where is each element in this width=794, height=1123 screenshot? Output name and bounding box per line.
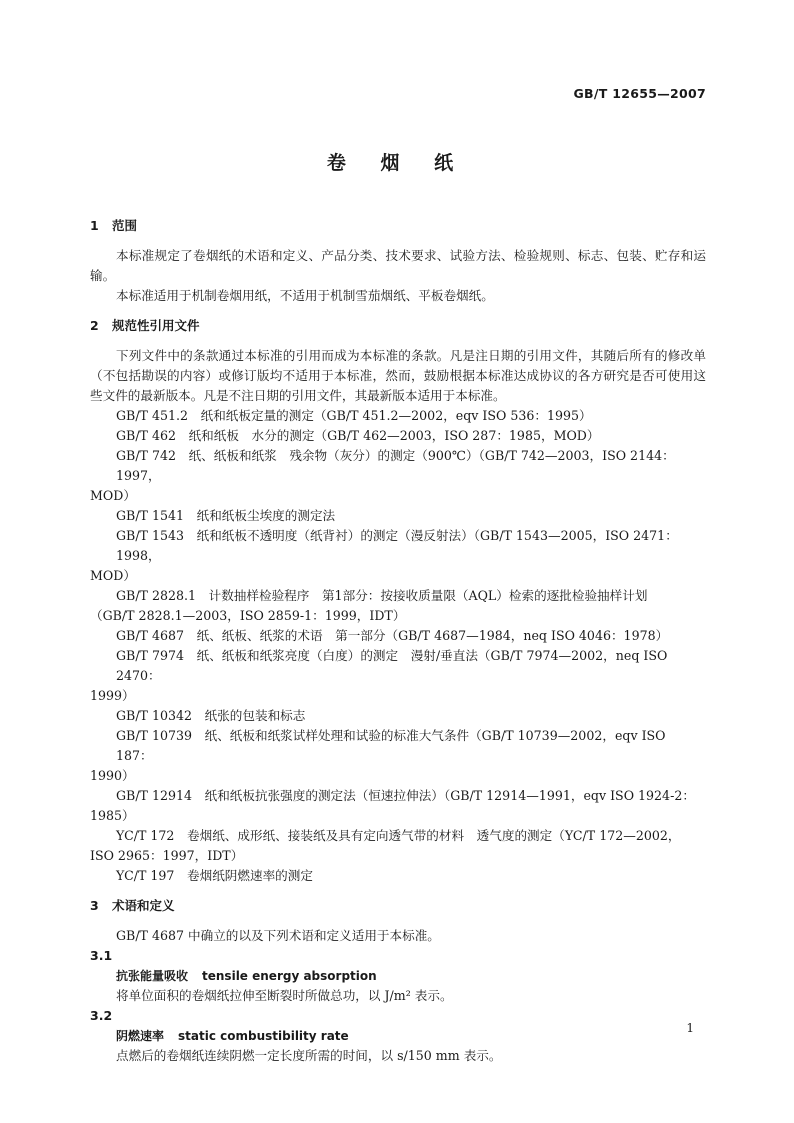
section-number: 1 xyxy=(90,218,99,233)
reference-item: GB/T 7974 纸、纸板和纸浆亮度（白度）的测定 漫射/垂直法（GB/T 7974—2002，neq ISO 2470： 1999） xyxy=(90,648,668,703)
reference-item: GB/T 1543 纸和纸板不透明度（纸背衬）的测定（漫反射法）（GB/T 1543—2005，ISO 2471：1998， MOD） xyxy=(90,528,678,583)
term-definition: 将单位面积的卷烟纸拉伸至断裂时所做总功，以 J/m² 表示。 xyxy=(116,988,453,1003)
term-heading xyxy=(90,966,706,986)
reference-item: GB/T 4687 纸、纸板、纸浆的术语 第一部分（GB/T 4687—1984，neq ISO 4046：1978） xyxy=(116,628,669,643)
reference-item: GB/T 12914 纸和纸板抗张强度的测定法（恒速拉伸法）（GB/T 12914—1991，eqv ISO 1924-2： 1985） xyxy=(90,788,695,823)
term-number: 3.2 xyxy=(90,1008,113,1023)
standard-code: GB/T 12655—2007 xyxy=(573,86,706,101)
term-zh: 阴燃速率 xyxy=(116,1029,165,1043)
term-en: tensile energy absorption xyxy=(202,969,377,983)
reference-item: GB/T 462 纸和纸板 水分的测定（GB/T 462—2003，ISO 287：1985，MOD） xyxy=(116,428,600,443)
reference-item: GB/T 10342 纸张的包装和标志 xyxy=(116,708,306,723)
section-heading-terms-definitions xyxy=(90,896,706,916)
scope-paragraph: 本标准规定了卷烟纸的术语和定义、产品分类、技术要求、试验方法、检验规则、标志、包装、贮存和运输。 xyxy=(90,248,706,283)
document-title: 卷 烟 纸 xyxy=(326,152,468,174)
references-intro: 下列文件中的条款通过本标准的引用而成为本标准的条款。凡是注日期的引用文件，其随后所有的修改单（不包括勘误的内容）或修订版均不适用于本标准，然而，鼓励根据本标准达成协议的各方研究是否可使用这些文件的最新版本。凡是不注日期的引用文件，其最新版本适用于本标准。 xyxy=(90,348,706,403)
term-en: static combustibility rate xyxy=(178,1029,349,1043)
term-number: 3.1 xyxy=(90,948,113,963)
reference-item: GB/T 1541 纸和纸板尘埃度的测定法 xyxy=(116,508,336,523)
section-heading-normative-references xyxy=(90,316,706,336)
section-heading-scope xyxy=(90,216,706,236)
term-heading xyxy=(90,1026,706,1046)
reference-item: GB/T 451.2 纸和纸板定量的测定（GB/T 451.2—2002，eqv ISO 536：1995） xyxy=(116,408,592,423)
reference-list xyxy=(90,406,706,886)
reference-item: GB/T 10739 纸、纸板和纸浆试样处理和试验的标准大气条件（GB/T 10739—2002，eqv ISO 187： 1990） xyxy=(90,728,666,783)
document-body xyxy=(90,216,706,1066)
reference-item: GB/T 2828.1 计数抽样检验程序 第1部分：按接收质量限（AQL）检索的逐批检验抽样计划 （GB/T 2828.1—2003，ISO 2859-1：1999，IDT） xyxy=(90,588,648,623)
reference-item: GB/T 742 纸、纸板和纸浆 残余物（灰分）的测定（900℃）（GB/T 742—2003，ISO 2144：1997， MOD） xyxy=(90,448,675,503)
term-definition: 点燃后的卷烟纸连续阴燃一定长度所需的时间，以 s/150 mm 表示。 xyxy=(116,1048,502,1063)
section-title: 术语和定义 xyxy=(112,898,175,913)
scope-paragraph: 本标准适用于机制卷烟用纸，不适用于机制雪茄烟纸、平板卷烟纸。 xyxy=(116,288,494,303)
section-number: 2 xyxy=(90,318,99,333)
terms-intro: GB/T 4687 中确立的以及下列术语和定义适用于本标准。 xyxy=(116,928,440,943)
term-entry xyxy=(90,1006,706,1066)
term-zh: 抗张能量吸收 xyxy=(116,969,189,983)
page-number: 1 xyxy=(686,1021,694,1035)
term-entry xyxy=(90,946,706,1006)
section-title: 范围 xyxy=(112,218,138,233)
section-number: 3 xyxy=(90,898,99,913)
reference-item: YC/T 197 卷烟纸阴燃速率的测定 xyxy=(116,868,313,883)
section-title: 规范性引用文件 xyxy=(112,318,200,333)
reference-item: YC/T 172 卷烟纸、成形纸、接装纸及具有定向透气带的材料 透气度的测定（YC/T 172—2002， ISO 2965：1997，IDT） xyxy=(90,828,681,863)
